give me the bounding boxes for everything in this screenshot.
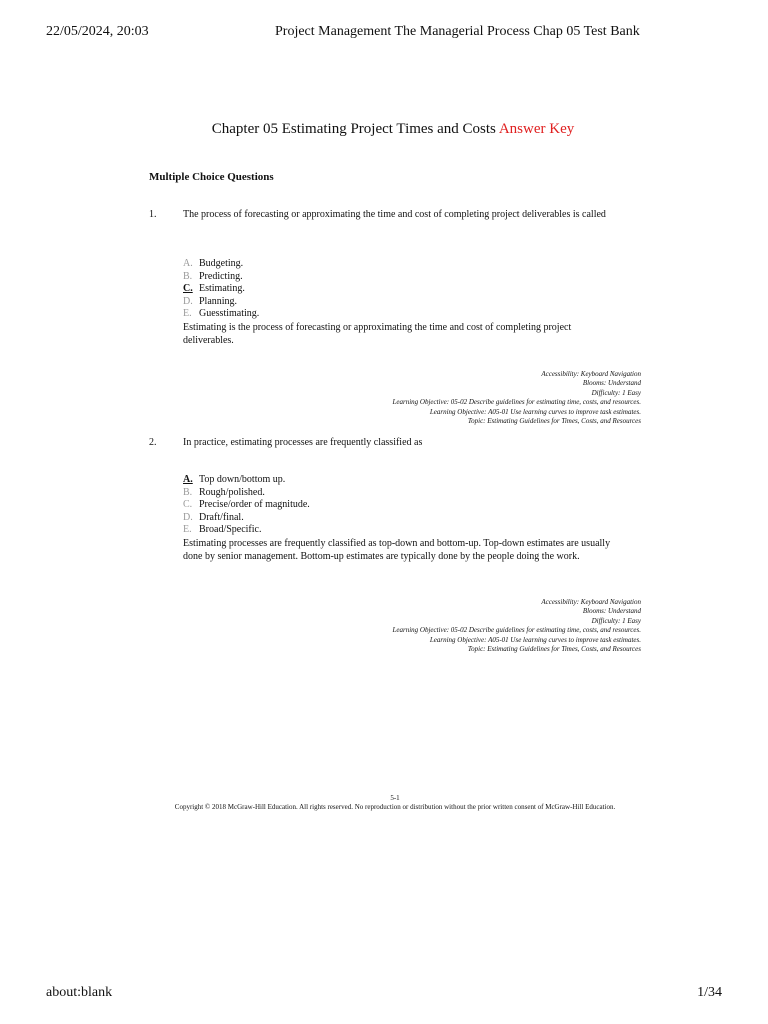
meta-line: Topic: Estimating Guidelines for Times, Costs, and Resources: [467, 645, 641, 654]
option-letter: A.: [183, 258, 193, 269]
print-footer-page-indicator: 1/34: [697, 985, 722, 1000]
option-letter: D.: [183, 295, 193, 307]
chapter-title: [0, 121, 768, 138]
option-letter-correct: A.: [183, 474, 193, 485]
option-letter: D.: [183, 511, 193, 523]
option-text: Precise/order of magnitude.: [199, 499, 310, 510]
answer-option: [183, 524, 310, 537]
question-1: [149, 209, 641, 429]
answer-option: [183, 296, 259, 309]
answer-explanation: Estimating is the process of forecasting or approximating the time and cost of completing project deliverables.: [183, 322, 572, 346]
option-text: Draft/final.: [199, 511, 244, 523]
section-heading: Multiple Choice Questions: [149, 171, 274, 183]
meta-line: Blooms: Understand: [582, 379, 641, 388]
print-footer-url: about:blank: [46, 985, 113, 1000]
option-text: Rough/polished.: [199, 486, 265, 498]
answer-options: [183, 258, 259, 321]
option-text: Guesstimating.: [199, 308, 260, 319]
page-footer: [149, 794, 641, 812]
print-header-date: 22/05/2024, 20:03: [46, 24, 149, 39]
meta-line: Difficulty: 1 Easy: [591, 388, 641, 397]
meta-line: Topic: Estimating Guidelines for Times, Costs, and Resources: [467, 417, 641, 426]
meta-line: Learning Objective: A05-01 Use learning curves to improve task estimates.: [429, 407, 641, 416]
answer-option: [183, 258, 259, 271]
meta-line: Difficulty: 1 Easy: [591, 616, 641, 625]
question-number: 2.: [149, 437, 157, 448]
answer-option: [183, 487, 310, 500]
option-text: Budgeting.: [199, 258, 244, 269]
answer-option: [183, 512, 310, 525]
page-number: 5-1: [390, 794, 400, 802]
option-letter: C.: [183, 499, 193, 510]
answer-options: [183, 474, 310, 537]
option-text: Predicting.: [199, 270, 243, 282]
meta-line: Learning Objective: 05-02 Describe guidelines for estimating time, costs, and resources.: [392, 626, 641, 635]
question-2: [149, 437, 641, 657]
question-text: The process of forecasting or approximating the time and cost of completing project deliverables is called: [183, 209, 606, 220]
option-text: Estimating.: [199, 283, 245, 294]
option-letter-correct: C.: [183, 283, 193, 294]
meta-line: Learning Objective: A05-01 Use learning curves to improve task estimates.: [429, 635, 641, 644]
option-text: Top down/bottom up.: [199, 474, 286, 485]
meta-line: Accessibility: Keyboard Navigation: [541, 370, 641, 378]
answer-option: [183, 308, 259, 321]
print-header-title: Project Management The Managerial Process Chap 05 Test Bank: [275, 24, 640, 39]
meta-line: Blooms: Understand: [582, 607, 641, 616]
option-text: Planning.: [199, 295, 238, 307]
meta-line: Accessibility: Keyboard Navigation: [541, 598, 641, 606]
question-text: In practice, estimating processes are frequently classified as: [183, 437, 423, 448]
question-metadata: [392, 370, 641, 426]
copyright-notice: Copyright © 2018 McGraw-Hill Education. All rights reserved. No reproduction or distribution without the prior written consent of McGraw-Hill Education.: [174, 803, 616, 812]
answer-key-label: Answer Key: [498, 121, 575, 137]
meta-line: Learning Objective: 05-02 Describe guidelines for estimating time, costs, and resources.: [392, 398, 641, 407]
answer-option-correct: [183, 474, 310, 487]
question-metadata: [392, 598, 641, 654]
option-letter: B.: [183, 270, 193, 282]
answer-option: [183, 499, 310, 512]
option-text: Broad/Specific.: [199, 524, 262, 535]
answer-option-correct: [183, 283, 259, 296]
option-letter: E.: [183, 524, 192, 535]
option-letter: E.: [183, 308, 192, 319]
option-letter: B.: [183, 486, 193, 498]
question-number: 1.: [149, 209, 157, 220]
answer-explanation: Estimating processes are frequently classified as top-down and bottom-up. Top-down estimates are usually done by senior management. Bottom-up estimates are typically done by the people doing the work.: [183, 538, 611, 562]
chapter-title-text: Chapter 05 Estimating Project Times and Costs: [211, 121, 496, 137]
answer-option: [183, 271, 259, 284]
